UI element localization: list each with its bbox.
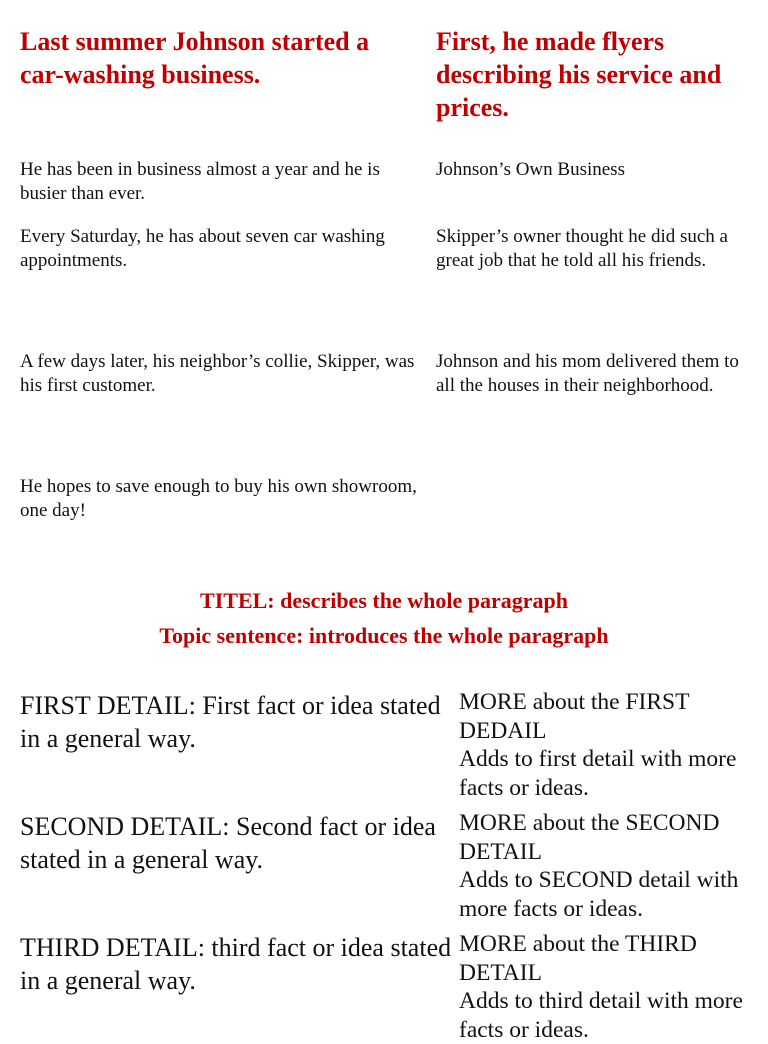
third-detail-more-heading: MORE about the THIRD DETAIL — [459, 931, 697, 986]
sentence-skippers-owner: Skipper’s owner thought he did such a great job that he told all his friends. — [436, 226, 728, 271]
guide-topic-line: Topic sentence: introduces the whole paragraph — [159, 623, 609, 648]
second-detail-more — [459, 809, 759, 923]
third-detail-more — [459, 930, 759, 1044]
sentence-showroom: He hopes to save enough to buy his own showroom, one day! — [20, 476, 417, 521]
left-heading: Last summer Johnson started a car-washing business. — [20, 27, 370, 89]
sentence-first-customer: A few days later, his neighbor’s collie, Skipper, was his first customer. — [20, 351, 415, 396]
third-detail-more-body: Adds to third detail with more facts or ideas. — [459, 988, 743, 1043]
right-heading: First, he made flyers describing his service and prices. — [436, 27, 722, 122]
second-detail-more-heading: MORE about the SECOND DETAIL — [459, 810, 720, 865]
second-detail-more-body: Adds to SECOND detail with more facts or ideas. — [459, 867, 739, 922]
sentence-saturday: Every Saturday, he has about seven car washing appointments. — [20, 226, 385, 271]
sentence-delivered-flyers: Johnson and his mom delivered them to all the houses in their neighborhood. — [436, 351, 739, 396]
first-detail-more-heading: MORE about the FIRST DEDAIL — [459, 689, 690, 744]
third-detail-text: THIRD DETAIL: third fact or idea stated in a general way. — [20, 933, 452, 995]
first-detail-more — [459, 688, 759, 802]
first-detail-text: FIRST DETAIL: First fact or idea stated in a general way. — [20, 691, 441, 753]
guide-title-line: TITEL: describes the whole paragraph — [200, 588, 568, 613]
first-detail-more-body: Adds to first detail with more facts or ideas. — [459, 746, 737, 801]
sentence-title-own-business: Johnson’s Own Business — [436, 159, 625, 180]
sentence-busier: He has been in business almost a year and he is busier than ever. — [20, 159, 380, 204]
second-detail-text: SECOND DETAIL: Second fact or idea stated in a general way. — [20, 812, 436, 874]
